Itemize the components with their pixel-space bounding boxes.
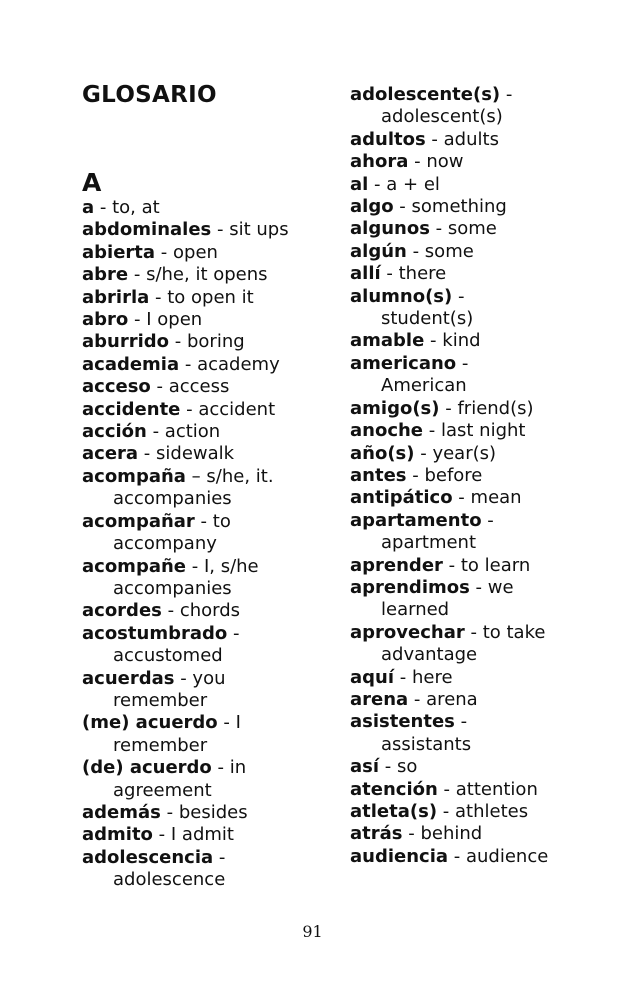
entry-definition: s/he, it. <box>206 465 274 487</box>
entry-definition-continued: advantage <box>381 644 478 666</box>
glossary-entry <box>350 667 618 689</box>
entry-separator: - <box>454 711 468 733</box>
entry-word: antes <box>350 464 407 486</box>
entry-definition-continued: accompanies <box>113 577 232 599</box>
entry-separator: - <box>481 509 494 531</box>
entry-line <box>82 287 344 309</box>
glossary-entry <box>350 218 618 240</box>
glossary-entry <box>82 600 344 622</box>
entry-line <box>82 600 344 622</box>
glossary-entry <box>82 824 344 846</box>
glossary-entry <box>350 151 618 173</box>
glossary-entry <box>350 398 618 420</box>
entry-separator: - <box>150 376 169 398</box>
entry-word: (de) acuerdo <box>82 757 212 779</box>
entry-word: abrirla <box>82 286 150 308</box>
glossary-entry <box>350 756 618 778</box>
entry-word: abre <box>82 264 129 286</box>
entry-line <box>350 443 618 465</box>
entry-line <box>82 757 344 779</box>
entry-line <box>350 263 618 285</box>
entry-line <box>82 712 344 734</box>
entry-line <box>350 218 618 240</box>
glossary-entry <box>350 823 618 845</box>
entry-line <box>82 443 344 465</box>
entry-definition: I open <box>146 309 203 331</box>
entry-definition: action <box>164 421 221 443</box>
glossary-entry <box>350 555 618 577</box>
entry-line <box>82 847 344 869</box>
entry-line <box>82 421 344 443</box>
entry-definition: boring <box>186 331 245 353</box>
glossary-entry <box>82 287 344 309</box>
entry-line <box>82 242 344 264</box>
entry-line <box>82 511 344 533</box>
entry-word: anoche <box>350 420 424 442</box>
entry-definition: I <box>235 712 241 734</box>
entry-separator: - <box>442 554 461 576</box>
glossary-entry <box>82 712 344 757</box>
entry-definition: so <box>396 756 418 778</box>
entry-word: acceso <box>82 376 151 398</box>
glossary-entry <box>350 263 618 285</box>
glossary-entry <box>350 443 618 465</box>
glossary-entry <box>350 689 618 711</box>
glossary-entry <box>82 197 344 219</box>
entry-line <box>82 623 344 645</box>
glossary-entry <box>82 757 344 802</box>
entry-separator: - <box>169 331 187 353</box>
entry-word: americano <box>350 352 457 374</box>
glossary-entry <box>350 129 618 151</box>
entry-definition: behind <box>420 823 483 845</box>
entry-line <box>350 84 618 106</box>
entry-word: accidente <box>82 398 181 420</box>
entry-separator: - <box>152 824 171 846</box>
glossary-entry <box>82 623 344 668</box>
entry-word: además <box>82 801 161 823</box>
entry-line <box>82 824 344 846</box>
entry-word: a <box>82 197 95 218</box>
entry-separator: - <box>408 688 427 710</box>
entry-definition: mean <box>470 487 522 509</box>
entry-definition-continued: accustomed <box>113 645 223 667</box>
entry-definition-continued: accompanies <box>113 488 232 510</box>
entry-separator: - <box>138 443 157 465</box>
entry-definition: sidewalk <box>156 443 235 465</box>
entry-line <box>82 197 344 219</box>
entry-line <box>82 264 344 286</box>
entry-definition: to open it <box>167 286 254 308</box>
entry-definition-continued: adolescent(s) <box>381 106 503 128</box>
entry-line <box>350 689 618 711</box>
entry-separator: - <box>452 487 471 509</box>
entry-separator: - <box>194 510 213 532</box>
entry-line <box>350 487 618 509</box>
glossary-entry <box>82 354 344 376</box>
entry-definition: open <box>173 241 218 263</box>
entry-word: aquí <box>350 666 395 688</box>
entry-line <box>350 151 618 173</box>
entry-separator: - <box>469 576 488 598</box>
glossary-entry <box>82 264 344 286</box>
entry-separator: - <box>161 600 180 622</box>
entry-definition: friend(s) <box>457 397 534 419</box>
entry-line <box>350 465 618 487</box>
glossary-entry <box>82 802 344 824</box>
entry-definition: to, at <box>112 197 160 218</box>
entry-separator: - <box>160 801 179 823</box>
glossary-entry <box>350 286 618 331</box>
glossary-entry <box>350 846 618 868</box>
entry-separator: - <box>429 218 448 240</box>
entry-definition: here <box>411 666 453 688</box>
entry-separator: - <box>179 353 198 375</box>
entry-word: allí <box>350 263 381 285</box>
entry-definition: to take <box>482 621 546 643</box>
glossary-entry <box>350 577 618 622</box>
entry-separator: - <box>464 621 483 643</box>
entry-word: abdominales <box>82 219 212 241</box>
entry-definition: adults <box>443 128 499 150</box>
entry-definition: you <box>192 667 226 689</box>
entry-word: acompañar <box>82 510 195 532</box>
entry-word: acompaña <box>82 465 186 487</box>
entry-line <box>82 309 344 331</box>
entry-line <box>82 331 344 353</box>
entry-separator: - <box>500 84 513 105</box>
entry-word: aburrido <box>82 331 170 353</box>
entry-definition: in <box>229 757 247 779</box>
entry-definition-continued: accompany <box>113 533 217 555</box>
glossary-entry <box>350 330 618 352</box>
glossary-entry <box>82 376 344 398</box>
entry-separator: - <box>149 286 168 308</box>
entry-definition: some <box>447 218 497 240</box>
entry-line <box>350 241 618 263</box>
entry-line <box>350 286 618 308</box>
entry-word: adultos <box>350 128 426 150</box>
entry-word: acuerdas <box>82 667 175 689</box>
entry-separator: - <box>227 622 240 644</box>
entry-separator: - <box>211 219 230 241</box>
page-number: 91 <box>302 922 323 941</box>
entry-line <box>350 577 618 599</box>
entry-separator: - <box>94 197 113 218</box>
glossary-entry <box>350 241 618 263</box>
glossary-entry <box>82 242 344 264</box>
glossary-entry <box>82 399 344 421</box>
entry-separator: - <box>394 666 412 688</box>
entry-separator: - <box>128 309 147 331</box>
glossary-right-column <box>350 84 618 868</box>
entry-word: aprovechar <box>350 621 465 643</box>
entry-definition: academy <box>197 353 280 375</box>
entry-word: apartamento <box>350 509 482 531</box>
entry-word: adolescencia <box>82 846 214 868</box>
entry-line <box>82 668 344 690</box>
glossary-entry <box>82 219 344 241</box>
entry-word: algún <box>350 240 407 262</box>
entry-line <box>350 129 618 151</box>
entry-line <box>82 556 344 578</box>
glossary-entry <box>82 421 344 443</box>
entry-line <box>350 196 618 218</box>
entry-word: aprender <box>350 554 443 576</box>
entry-line <box>350 330 618 352</box>
section-letter: A <box>82 168 102 197</box>
entry-word: alumno(s) <box>350 285 453 307</box>
entry-definition: last night <box>440 420 526 442</box>
entry-line <box>350 846 618 868</box>
entry-word: así <box>350 756 380 778</box>
glossary-entry <box>350 510 618 555</box>
entry-definition: year(s) <box>432 442 497 464</box>
entry-separator: - <box>437 801 455 822</box>
entry-line <box>350 174 618 196</box>
entry-separator: - <box>437 778 456 800</box>
entry-word: asistentes <box>350 711 455 733</box>
entry-separator: - <box>186 555 204 577</box>
entry-word: abro <box>82 309 129 331</box>
entry-definition: arena <box>426 688 478 710</box>
entry-definition-continued: agreement <box>113 779 212 801</box>
entry-line <box>350 779 618 801</box>
entry-word: acompañe <box>82 555 186 577</box>
entry-separator: - <box>452 285 465 307</box>
glossary-entry <box>82 556 344 601</box>
entry-separator: - <box>155 241 173 263</box>
entry-definition: some <box>424 240 474 262</box>
entry-separator: - <box>406 240 425 262</box>
entry-line <box>82 354 344 376</box>
entry-separator: - <box>368 173 387 195</box>
entry-definition: a + el <box>386 173 440 195</box>
glossary-entry <box>82 511 344 556</box>
glossary-entry <box>350 711 618 756</box>
entry-line <box>350 510 618 532</box>
entry-word: al <box>350 173 369 195</box>
entry-definition: I, s/he <box>203 555 259 577</box>
entry-definition: attention <box>455 778 538 800</box>
entry-word: antipático <box>350 487 453 509</box>
entry-word: amigo(s) <box>350 397 440 419</box>
entry-definition-continued: learned <box>381 599 450 621</box>
entry-separator: - <box>393 196 412 218</box>
entry-definition-continued: adolescence <box>113 869 226 891</box>
glossary-entry <box>82 331 344 353</box>
entry-separator: - <box>211 757 230 779</box>
entry-definition: I admit <box>170 824 234 846</box>
entry-word: acordes <box>82 600 162 622</box>
entry-definition-continued: student(s) <box>381 308 474 330</box>
entry-line <box>350 555 618 577</box>
entry-separator: - <box>424 330 443 352</box>
entry-definition: sit ups <box>229 219 289 241</box>
entry-definition: access <box>168 376 230 398</box>
glossary-entry <box>82 443 344 465</box>
entry-definition: accident <box>198 398 276 420</box>
entry-separator: - <box>414 442 433 464</box>
glossary-entry <box>350 779 618 801</box>
entry-separator: - <box>379 756 397 778</box>
entry-definition: to learn <box>460 554 531 576</box>
glossary-entry <box>350 622 618 667</box>
glossary-entry <box>350 420 618 442</box>
entry-line <box>82 399 344 421</box>
entry-definition-continued: American <box>381 375 467 397</box>
entry-line <box>350 667 618 689</box>
entry-definition: something <box>411 196 507 218</box>
entry-line <box>350 622 618 644</box>
entry-separator: - <box>174 667 193 689</box>
entry-separator: - <box>448 845 466 867</box>
entry-separator: - <box>456 352 469 374</box>
entry-definition: s/he, it opens <box>146 264 268 286</box>
glossary-entry <box>82 466 344 511</box>
glossary-entry <box>350 801 618 823</box>
glossary-left-column <box>82 197 344 892</box>
entry-definition: athletes <box>455 801 529 822</box>
entry-definition: kind <box>442 330 481 352</box>
entry-line <box>82 376 344 398</box>
entry-word: audiencia <box>350 845 449 867</box>
entry-definition-continued: apartment <box>381 532 477 554</box>
entry-line <box>350 398 618 420</box>
entry-line <box>82 219 344 241</box>
glossary-entry <box>350 353 618 398</box>
entry-word: acostumbrado <box>82 622 228 644</box>
entry-line <box>350 823 618 845</box>
entry-word: año(s) <box>350 442 415 464</box>
entry-word: atención <box>350 778 438 800</box>
entry-definition-continued: assistants <box>381 733 472 755</box>
entry-separator: - <box>402 823 421 845</box>
entry-definition: now <box>426 151 464 173</box>
glossary-entry <box>350 487 618 509</box>
glossary-entry <box>350 465 618 487</box>
glossary-entry <box>82 309 344 331</box>
entry-definition: there <box>398 263 447 285</box>
page-title: GLOSARIO <box>82 82 217 108</box>
entry-word: algo <box>350 196 394 218</box>
entry-word: ahora <box>350 151 409 173</box>
entry-definition-continued: remember <box>113 734 208 756</box>
entry-separator: - <box>423 420 441 442</box>
entry-definition: before <box>424 464 483 486</box>
entry-line <box>350 756 618 778</box>
entry-word: adolescente(s) <box>350 84 501 105</box>
entry-separator: - <box>425 128 444 150</box>
entry-separator: - <box>380 263 399 285</box>
glossary-entry <box>350 174 618 196</box>
entry-word: acción <box>82 421 147 443</box>
entry-separator: - <box>439 397 458 419</box>
entry-line <box>82 802 344 824</box>
entry-line <box>350 801 618 823</box>
glossary-entry <box>350 84 618 129</box>
entry-word: abierta <box>82 241 156 263</box>
entry-line <box>350 353 618 375</box>
entry-separator: - <box>128 264 147 286</box>
entry-definition: chords <box>179 600 241 622</box>
entry-definition: besides <box>178 801 248 823</box>
entry-line <box>82 466 344 488</box>
entry-line <box>350 711 618 733</box>
entry-word: academia <box>82 353 180 375</box>
entry-separator: - <box>213 846 226 868</box>
entry-word: algunos <box>350 218 430 240</box>
entry-word: atleta(s) <box>350 801 438 822</box>
entry-definition-continued: remember <box>113 689 208 711</box>
entry-word: (me) acuerdo <box>82 712 218 734</box>
entry-separator: - <box>180 398 199 420</box>
glossary-entry <box>82 847 344 892</box>
entry-word: arena <box>350 688 409 710</box>
entry-definition: audience <box>465 845 549 867</box>
entry-word: aprendimos <box>350 576 470 598</box>
entry-separator: – <box>185 465 207 487</box>
entry-word: atrás <box>350 823 403 845</box>
entry-word: amable <box>350 330 425 352</box>
entry-line <box>350 420 618 442</box>
entry-separator: - <box>146 421 165 443</box>
entry-separator: - <box>217 712 236 734</box>
glossary-entry <box>82 668 344 713</box>
entry-definition: to <box>212 510 231 532</box>
entry-word: admito <box>82 824 153 846</box>
entry-definition: we <box>487 576 514 598</box>
entry-separator: - <box>406 464 425 486</box>
glossary-entry <box>350 196 618 218</box>
entry-separator: - <box>408 151 427 173</box>
entry-word: acera <box>82 443 139 465</box>
